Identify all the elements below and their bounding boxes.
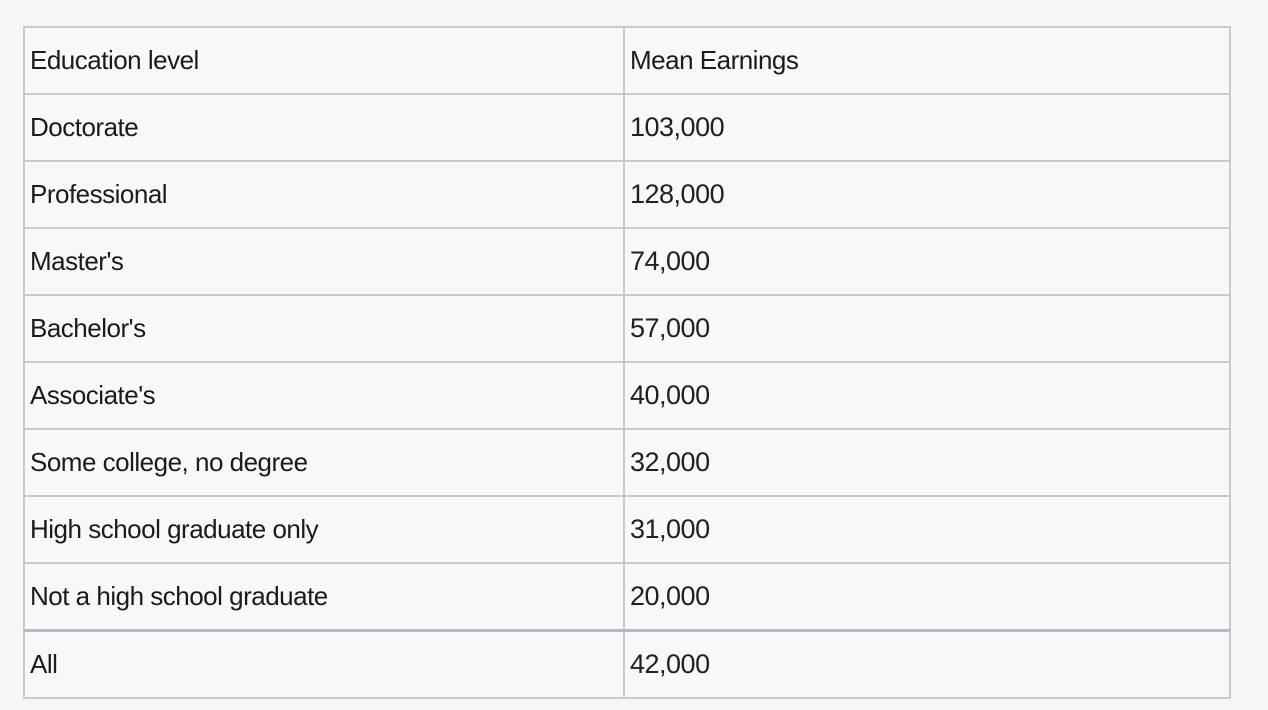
education-level-cell: High school graduate only [24,496,624,563]
education-level-cell: Associate's [24,362,624,429]
table-row [24,94,1230,161]
total-label-cell: All [24,631,624,699]
table-header-row [24,27,1230,94]
mean-earnings-cell: 103,000 [624,94,1230,161]
earnings-table [23,26,1231,699]
education-level-cell: Doctorate [24,94,624,161]
education-level-cell: Professional [24,161,624,228]
mean-earnings-cell: 57,000 [624,295,1230,362]
education-level-cell: Master's [24,228,624,295]
mean-earnings-cell: 20,000 [624,563,1230,631]
table-row [24,496,1230,563]
table-row [24,362,1230,429]
table-row [24,563,1230,631]
mean-earnings-cell: 74,000 [624,228,1230,295]
total-row [24,631,1230,699]
table-row [24,161,1230,228]
mean-earnings-cell: 31,000 [624,496,1230,563]
mean-earnings-cell: 40,000 [624,362,1230,429]
column-header-education-level: Education level [24,27,624,94]
education-level-cell: Some college, no degree [24,429,624,496]
education-level-cell: Bachelor's [24,295,624,362]
table-row [24,228,1230,295]
mean-earnings-cell: 32,000 [624,429,1230,496]
total-value-cell: 42,000 [624,631,1230,699]
education-level-cell: Not a high school graduate [24,563,624,631]
table-row [24,429,1230,496]
table-row [24,295,1230,362]
column-header-mean-earnings: Mean Earnings [624,27,1230,94]
mean-earnings-cell: 128,000 [624,161,1230,228]
